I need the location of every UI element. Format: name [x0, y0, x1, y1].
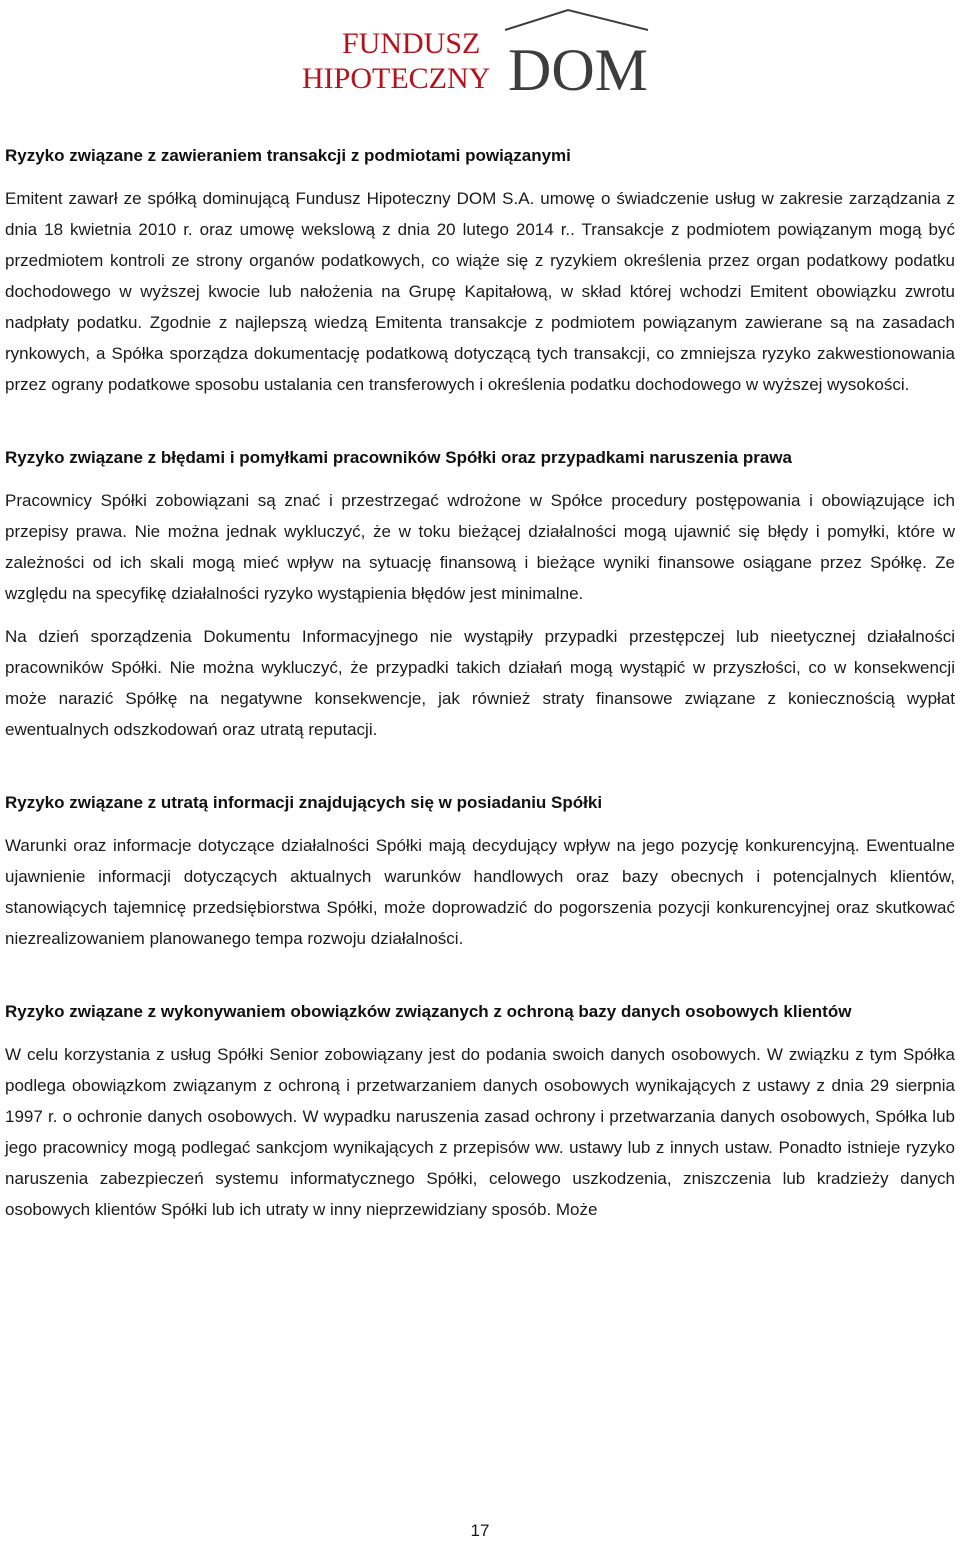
logo-line1: FUNDUSZ — [342, 27, 481, 60]
logo-mark: DOM — [508, 37, 649, 98]
section-heading: Ryzyko związane z zawieraniem transakcji z podmiotami powiązanymi — [5, 146, 571, 165]
section-paragraph: W celu korzystania z usług Spółki Senior zobowiązany jest do podania swoich danych osobowych. W związku z tym Spółka podlega obowiązkom związanym z ochroną i przetwarzaniem danych osobowych wynikających z ustawy z dnia 29 sierpnia 1997 r. o ochronie danych osobowych. W wypadku naruszenia zasad ochrony i przetwarzania danych osobowych, Spółka lub jego pracownicy mogą podlegać sankcjom wynikających z przepisów ww. ustawy lub z innych ustaw. Ponadto istnieje ryzyko naruszenia zabezpieczeń systemu informatycznego Spółki, celowego uszkodzenia, zniszczenia lub kradzieży danych osobowych klientów Spółki lub ich utraty w inny nieprzewidziany sposób. Może — [5, 1045, 955, 1219]
company-logo — [300, 8, 660, 98]
section-paragraph: Na dzień sporządzenia Dokumentu Informacyjnego nie wystąpiły przypadki przestępczej lub nieetycznej działalności pracowników Spółki. Nie można wykluczyć, że przypadki takich działań mogą wystąpić w przyszłości, co w konsekwencji może narazić Spółkę na negatywne konsekwencje, jak również straty finansowe związane z koniecznością wypłat ewentualnych odszkodowań oraz utratą reputacji. — [5, 627, 955, 739]
document-body — [5, 140, 955, 1267]
section-personal-data — [5, 996, 955, 1225]
section-heading: Ryzyko związane z błędami i pomyłkami pracowników Spółki oraz przypadkami naruszenia prawa — [5, 448, 792, 467]
section-information-loss — [5, 787, 955, 954]
section-paragraph: Warunki oraz informacje dotyczące działalności Spółki mają decydujący wpływ na jego pozycję konkurencyjną. Ewentualne ujawnienie informacji dotyczących aktualnych warunków handlowych oraz bazy obecnych i potencjalnych klientów, stanowiących tajemnicę przedsiębiorstwa Spółki, może doprowadzić do pogorszenia pozycji konkurencyjnej oraz skutkować niezrealizowaniem planowanego tempa rozwoju działalności. — [5, 836, 955, 948]
page-number: 17 — [470, 1521, 490, 1540]
section-employee-errors — [5, 442, 955, 745]
roof-icon — [505, 10, 648, 30]
section-paragraph: Emitent zawarł ze spółką dominującą Fundusz Hipoteczny DOM S.A. umowę o świadczenie usług w zakresie zarządzania z dnia 18 kwietnia 2010 r. oraz umowę wekslową z dnia 20 lutego 2014 r.. Transakcje z podmiotem powiązanym mogą być przedmiotem kontroli ze strony organów podatkowych, co wiąże się z ryzykiem określenia przez organ podatkowy podatku dochodowego w wyższej kwocie lub nałożenia na Grupę Kapitałową, w skład której wchodzi Emitent obowiązku zwrotu nadpłaty podatku. Zgodnie z najlepszą wiedzą Emitenta transakcje z podmiotem powiązanym zawierane są na zasadach rynkowych, a Spółka sporządza dokumentację podatkową dotyczącą tych transakcji, co zmniejsza ryzyko zakwestionowania przez ograny podatkowe sposobu ustalania cen transferowych i określenia podatku dochodowego w wyższej wysokości. — [5, 189, 955, 394]
section-heading: Ryzyko związane z wykonywaniem obowiązków związanych z ochroną bazy danych osobowych klientów — [5, 1002, 852, 1021]
logo-graphic — [300, 8, 660, 98]
logo-line2: HIPOTECZNY — [302, 62, 491, 95]
section-heading: Ryzyko związane z utratą informacji znajdujących się w posiadaniu Spółki — [5, 793, 603, 812]
section-related-parties — [5, 140, 955, 400]
section-paragraph: Pracownicy Spółki zobowiązani są znać i przestrzegać wdrożone w Spółce procedury postępowania i obowiązujące ich przepisy prawa. Nie można jednak wykluczyć, że w toku bieżącej działalności mogą ujawnić się błędy i pomyłki, które w zależności od ich skali mogą mieć wpływ na sytuację finansową i bieżące wyniki finansowe osiągane przez Spółkę. Ze względu na specyfikę działalności ryzyko wystąpienia błędów jest minimalne. — [5, 491, 955, 603]
